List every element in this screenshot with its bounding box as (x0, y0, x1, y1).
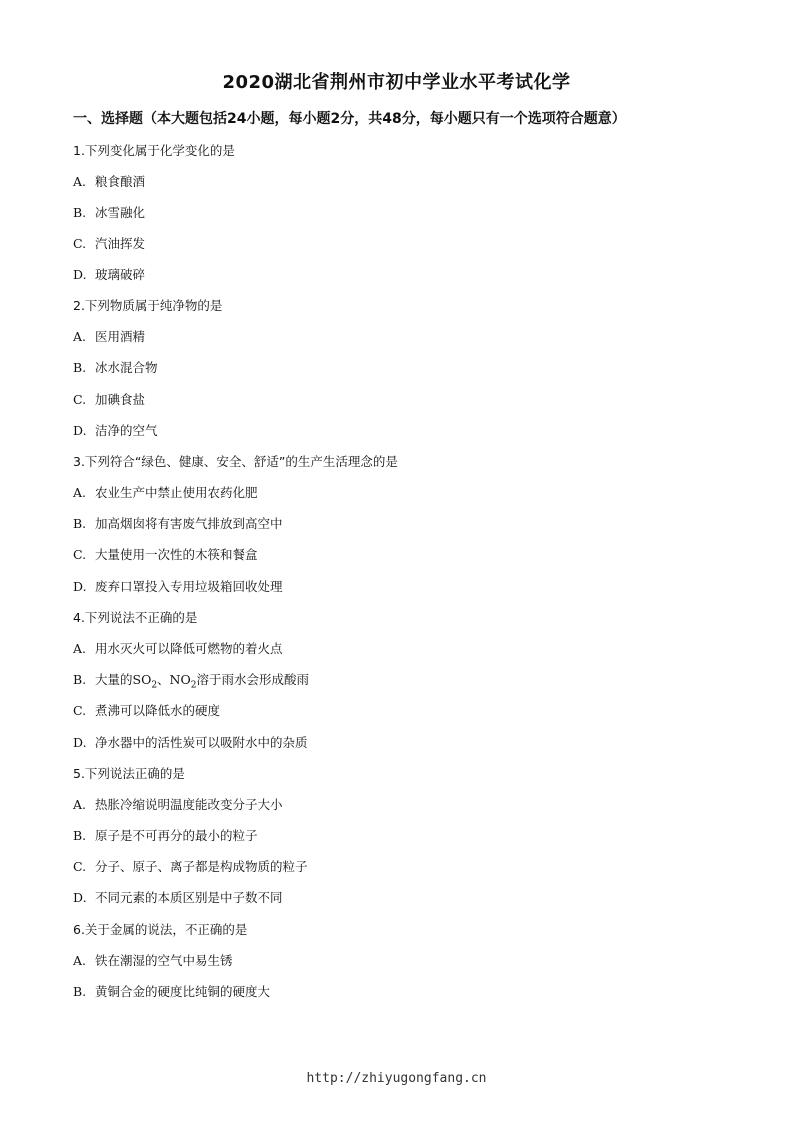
option-text: 加碘食盐 (95, 392, 146, 407)
section-heading: 一、选择题（本大题包括24小题，每小题2分，共48分，每小题只有一个选项符合题意） (73, 111, 626, 127)
answer-option (73, 828, 258, 844)
question-stem: 6.关于金属的说法，不正确的是 (73, 922, 248, 937)
answer-option (73, 735, 308, 751)
option-text: 医用酒精 (95, 329, 146, 344)
answer-option (73, 516, 283, 532)
option-text: 洁净的空气 (95, 423, 158, 438)
option-letter: D. (73, 267, 87, 282)
option-letter: A. (73, 641, 87, 656)
answer-option (73, 174, 145, 190)
option-text: 废弃口罩投入专用垃圾箱回收处理 (95, 579, 283, 594)
option-text: 农业生产中禁止使用农药化肥 (95, 485, 258, 500)
footer-url: http://zhiyugongfang.cn (306, 1071, 487, 1086)
option-letter: B. (73, 672, 87, 687)
answer-option (73, 485, 258, 501)
option-text: 黄铜合金的硬度比纯铜的硬度大 (95, 984, 271, 999)
option-text: 玻璃破碎 (95, 267, 146, 282)
option-text: 净水器中的活性炭可以吸附水中的杂质 (95, 735, 308, 750)
option-letter: B. (73, 828, 87, 843)
option-text-mid: 、NO (157, 672, 191, 687)
question-stem: 4.下列说法不正确的是 (73, 610, 198, 625)
question-stem: 5.下列说法正确的是 (73, 766, 185, 781)
answer-option (73, 392, 145, 408)
option-letter: A. (73, 329, 87, 344)
answer-option (73, 797, 283, 813)
question-stem: 3.下列符合“绿色、健康、安全、舒适”的生产生活理念的是 (73, 454, 398, 469)
answer-option (73, 953, 233, 969)
option-letter: C. (73, 859, 87, 874)
answer-option (73, 205, 145, 221)
option-letter: B. (73, 360, 87, 375)
option-text: 冰水混合物 (95, 360, 158, 375)
option-letter: D. (73, 735, 87, 750)
subscript: 2 (151, 680, 158, 691)
option-letter: A. (73, 953, 87, 968)
option-letter: C. (73, 547, 87, 562)
option-text: 原子是不可再分的最小的粒子 (95, 828, 258, 843)
answer-option (73, 984, 270, 1000)
option-text: 煮沸可以降低水的硬度 (95, 703, 221, 718)
option-text: 汽油挥发 (95, 236, 146, 251)
option-text: 用水灭火可以降低可燃物的着火点 (95, 641, 283, 656)
option-letter: C. (73, 236, 87, 251)
option-letter: B. (73, 516, 87, 531)
answer-option (73, 360, 158, 376)
subscript: 2 (190, 680, 197, 691)
option-text: 分子、原子、离子都是构成物质的粒子 (95, 859, 308, 874)
option-letter: C. (73, 703, 87, 718)
answer-option (73, 579, 283, 595)
option-text: 不同元素的本质区别是中子数不同 (95, 890, 283, 905)
answer-option (73, 890, 283, 906)
option-text-pre: 大量的SO (95, 672, 152, 687)
answer-option (73, 859, 308, 875)
question-stem: 2.下列物质属于纯净物的是 (73, 298, 223, 313)
document-title: 2020湖北省荆州市初中学业水平考试化学 (222, 72, 571, 93)
question-stem: 1.下列变化属于化学变化的是 (73, 143, 235, 158)
answer-option (73, 267, 145, 283)
answer-option (73, 641, 283, 657)
answer-option (73, 703, 220, 719)
answer-option (73, 672, 309, 694)
option-letter: A. (73, 174, 87, 189)
option-letter: B. (73, 205, 87, 220)
option-text: 冰雪融化 (95, 205, 146, 220)
option-letter: A. (73, 797, 87, 812)
option-letter: C. (73, 392, 87, 407)
answer-option (73, 547, 258, 563)
answer-option (73, 236, 145, 252)
option-letter: A. (73, 485, 87, 500)
option-text: 铁在潮湿的空气中易生锈 (95, 953, 233, 968)
option-letter: D. (73, 423, 87, 438)
answer-option (73, 423, 158, 439)
option-text: 大量使用一次性的木筷和餐盒 (95, 547, 258, 562)
option-text: 加高烟囱将有害废气排放到高空中 (95, 516, 283, 531)
option-letter: D. (73, 890, 87, 905)
option-text-post: 溶于雨水会形成酸雨 (196, 672, 309, 687)
answer-option (73, 329, 145, 345)
option-text: 粮食酿酒 (95, 174, 146, 189)
option-letter: B. (73, 984, 87, 999)
option-letter: D. (73, 579, 87, 594)
option-text: 热胀冷缩说明温度能改变分子大小 (95, 797, 283, 812)
